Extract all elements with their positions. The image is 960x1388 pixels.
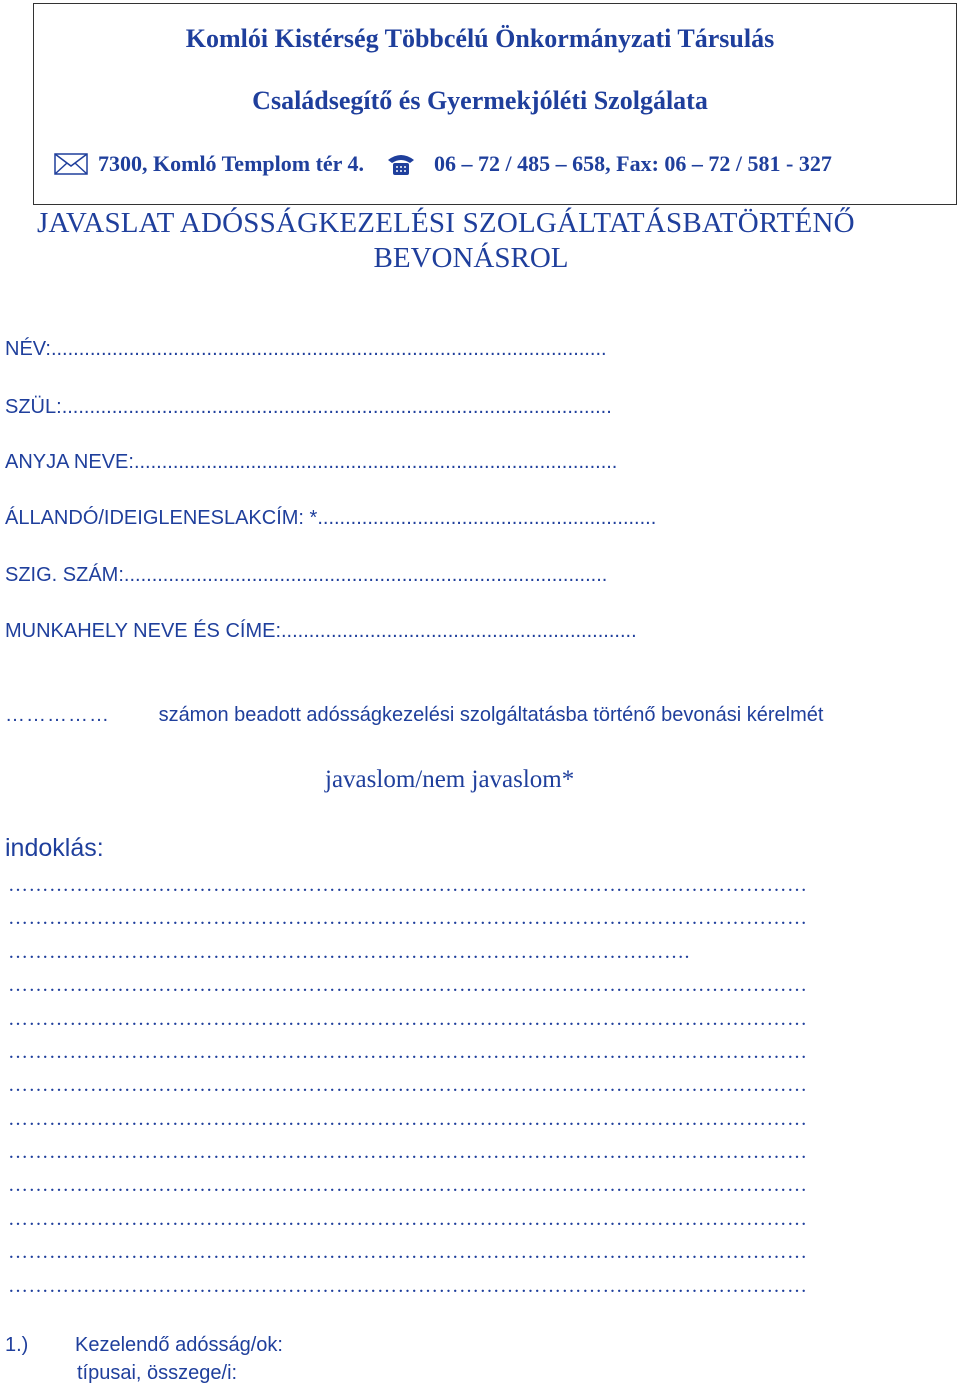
reason-label: indoklás: bbox=[5, 834, 104, 862]
request-sentence bbox=[5, 704, 823, 727]
reason-line[interactable]: ……………………………………………………………………………………………………… bbox=[8, 1012, 808, 1026]
service-unit-name: Családsegítő és Gyermekjóléti Szolgálata bbox=[252, 86, 708, 115]
name-label: NÉV: bbox=[5, 338, 51, 360]
birth-dots: ................................................................................................... bbox=[61, 396, 612, 418]
document-title-line1: JAVASLAT ADÓSSÁGKEZELÉSI SZOLGÁLTATÁSBATÖRTÉNŐ bbox=[37, 207, 855, 239]
request-number-blank[interactable]: …………… bbox=[5, 704, 110, 726]
reason-line[interactable]: ……………………………………………………………………………………………………… bbox=[8, 1145, 808, 1159]
debt-item-label: Kezelendő adósság/ok: bbox=[75, 1334, 283, 1356]
reason-line[interactable]: ………………………………………………………………………………………. bbox=[8, 945, 690, 959]
address-field[interactable] bbox=[5, 507, 656, 530]
envelope-icon bbox=[54, 153, 88, 175]
debt-item-1 bbox=[5, 1334, 283, 1357]
reason-line[interactable]: ……………………………………………………………………………………………………… bbox=[8, 978, 808, 992]
workplace-label: MUNKAHELY NEVE ÉS CÍME: bbox=[5, 620, 281, 642]
telephone-icon bbox=[386, 152, 416, 176]
birth-label: SZÜL: bbox=[5, 396, 62, 418]
mother-name-field[interactable] bbox=[5, 451, 617, 474]
id-number-field[interactable] bbox=[5, 564, 607, 587]
address-dots: ............................................................. bbox=[317, 507, 657, 529]
contact-line bbox=[54, 151, 832, 177]
mother-name-dots: ....................................................................................... bbox=[133, 451, 618, 473]
address-text: 7300, Komló Templom tér 4. bbox=[98, 151, 365, 176]
request-sentence-text: számon beadott adósságkezelési szolgáltatásba történő bevonási kérelmét bbox=[158, 704, 824, 726]
reason-line[interactable]: ……………………………………………………………………………………………………… bbox=[8, 911, 808, 925]
reason-line[interactable]: ……………………………………………………………………………………………………… bbox=[8, 1245, 808, 1259]
recommendation-choice[interactable]: javaslom/nem javaslom* bbox=[325, 766, 575, 793]
mother-name-label: ANYJA NEVE: bbox=[5, 451, 134, 473]
reason-line[interactable]: ……………………………………………………………………………………………………… bbox=[8, 1078, 808, 1092]
workplace-dots: ................................................................ bbox=[281, 620, 637, 642]
document-title-line2: BEVONÁSROL bbox=[373, 242, 569, 274]
birth-field[interactable] bbox=[5, 396, 612, 419]
address-label: ÁLLANDÓ/IDEIGLENESLAKCÍM: * bbox=[5, 507, 318, 529]
reason-line[interactable]: ……………………………………………………………………………………………………… bbox=[8, 1279, 808, 1293]
debt-item-number: 1.) bbox=[5, 1334, 29, 1356]
phone-fax-text: 06 – 72 / 485 – 658, Fax: 06 – 72 / 581 - 327 bbox=[434, 151, 832, 176]
name-dots: .................................................................................................... bbox=[50, 338, 607, 360]
name-field[interactable] bbox=[5, 338, 607, 361]
reason-line[interactable]: ……………………………………………………………………………………………………… bbox=[8, 1112, 808, 1126]
reason-line[interactable]: ……………………………………………………………………………………………………… bbox=[8, 1045, 808, 1059]
id-number-label: SZIG. SZÁM: bbox=[5, 564, 124, 586]
debt-item-sublabel: típusai, összege/i: bbox=[77, 1362, 238, 1384]
workplace-field[interactable] bbox=[5, 620, 637, 643]
organization-name: Komlói Kistérség Többcélú Önkormányzati Társulás bbox=[185, 24, 775, 53]
reason-line[interactable]: ……………………………………………………………………………………………………… bbox=[8, 1178, 808, 1192]
reason-line[interactable]: ……………………………………………………………………………………………………… bbox=[8, 878, 808, 892]
id-number-dots: ....................................................................................... bbox=[123, 564, 608, 586]
reason-line[interactable]: ……………………………………………………………………………………………………… bbox=[8, 1212, 808, 1226]
